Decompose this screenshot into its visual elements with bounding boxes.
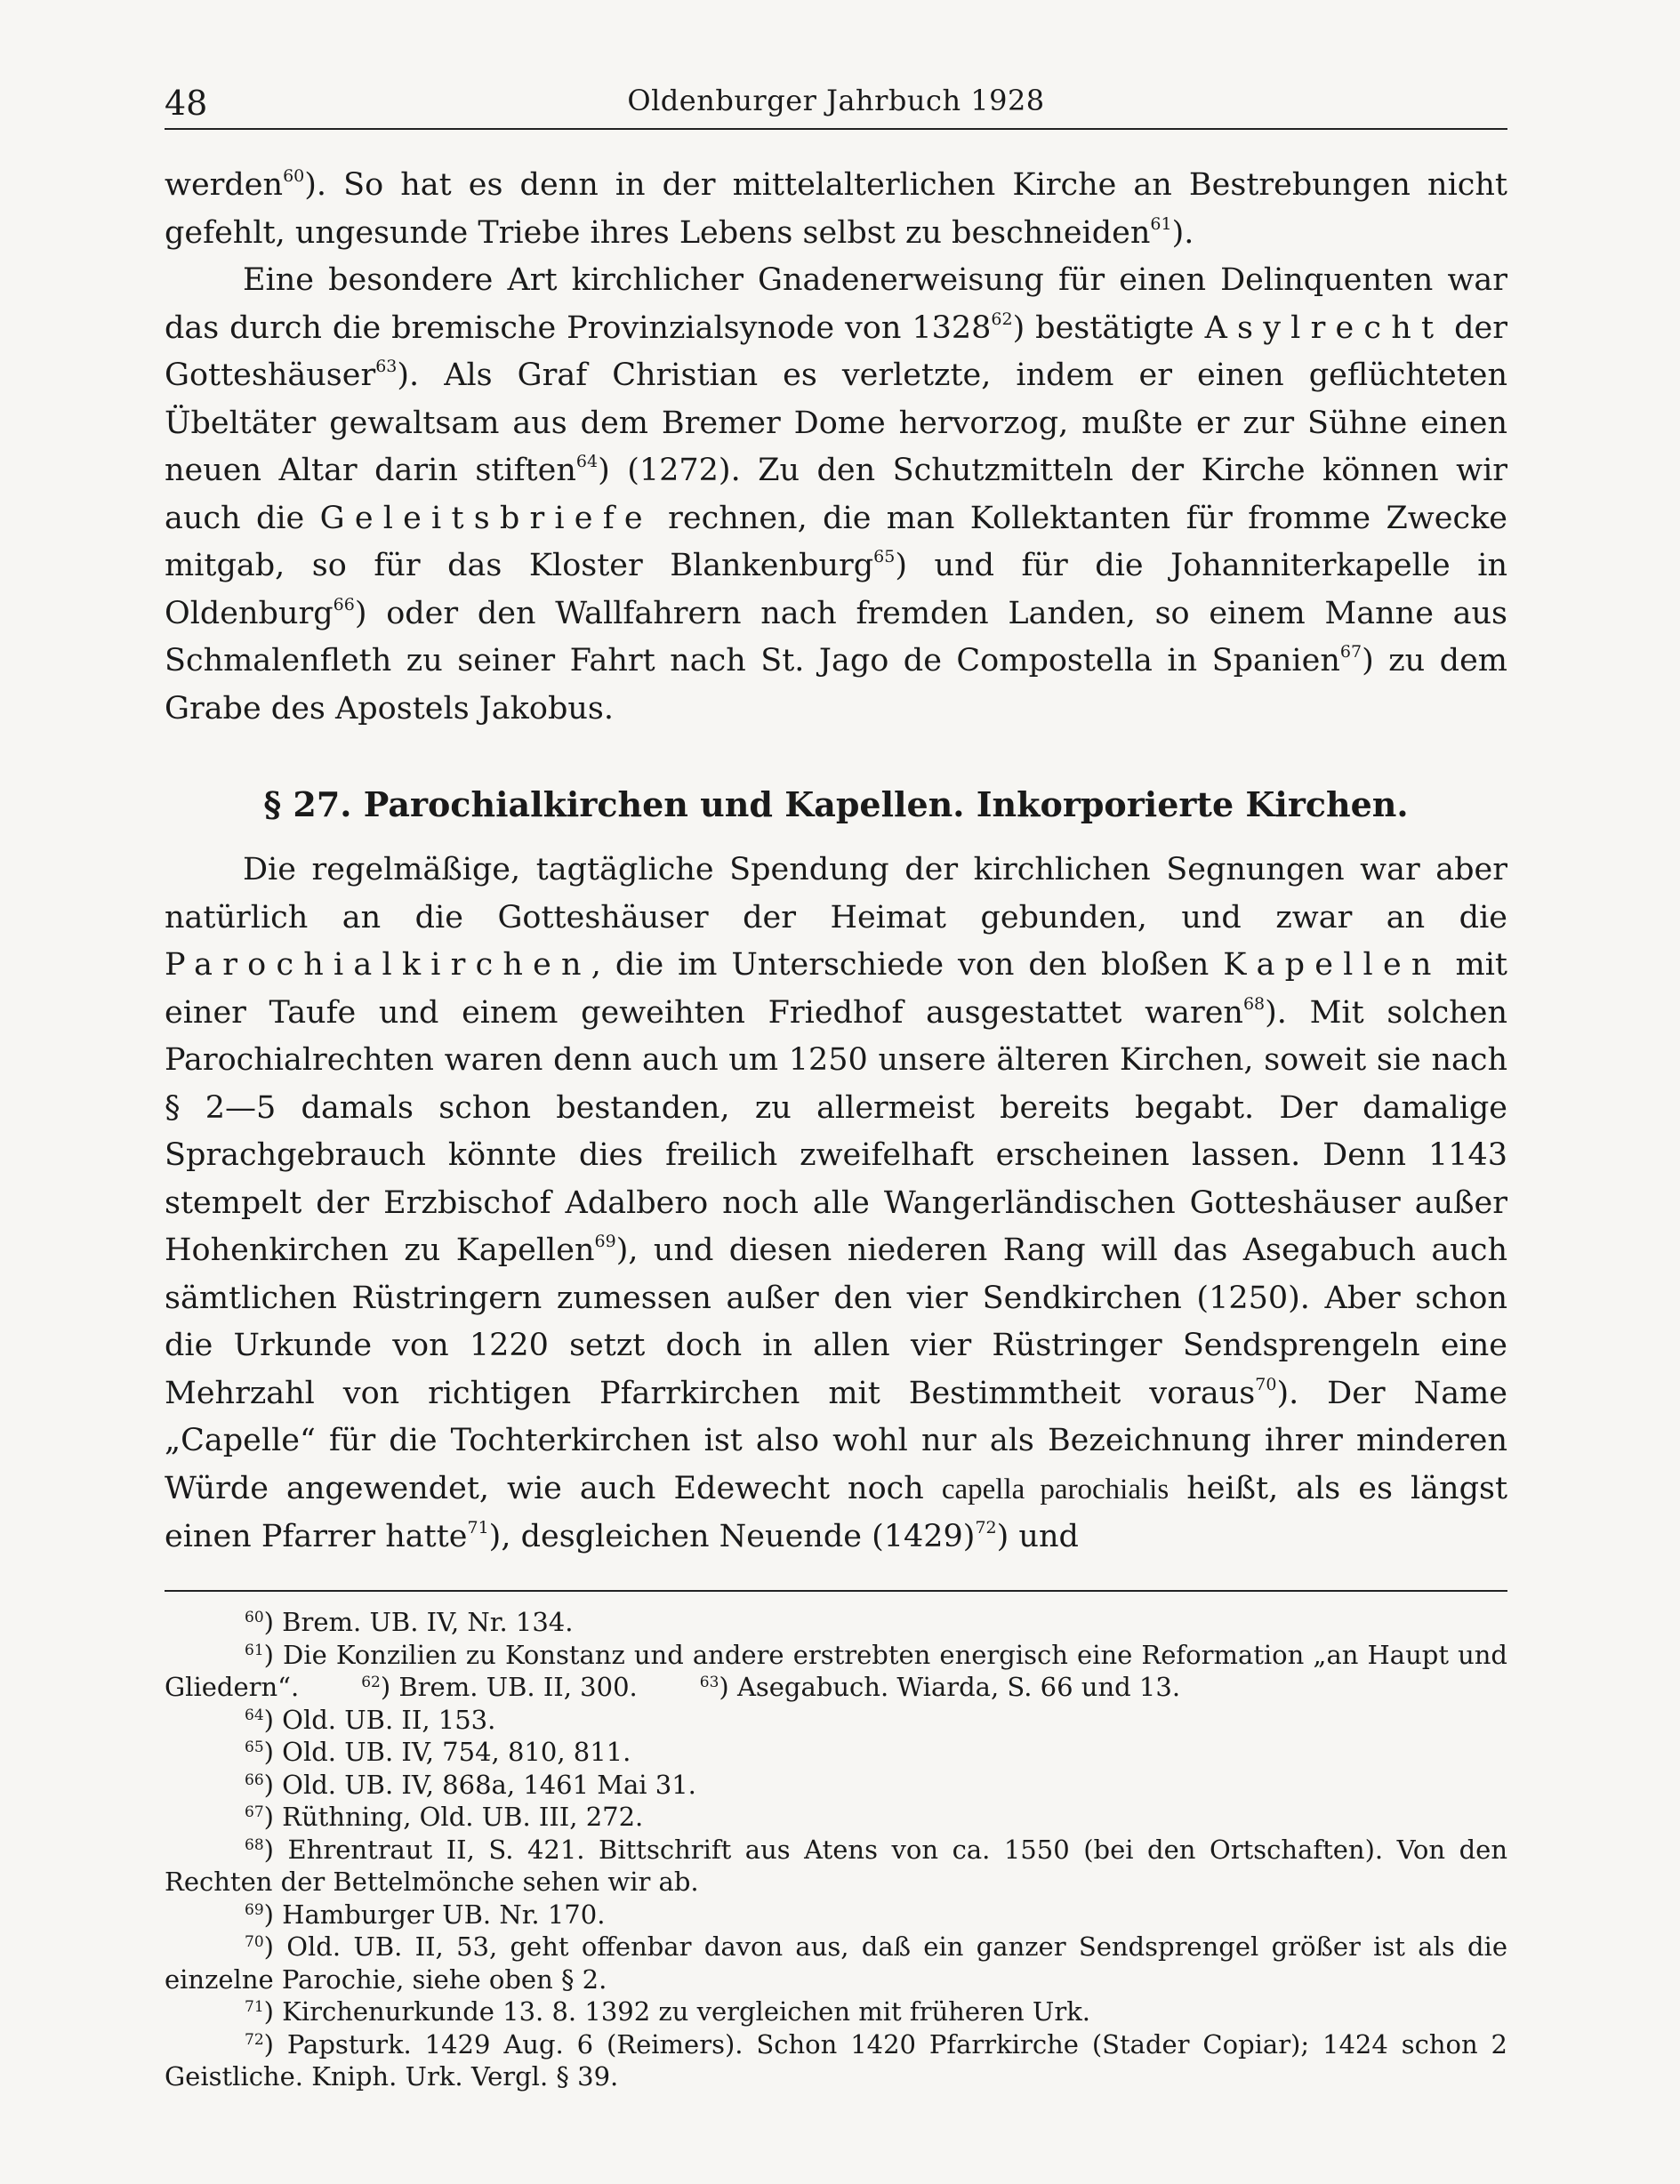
footnote-ref: 63 [375, 357, 398, 376]
footnote: $^{60}$) Brem. UB. IV, Nr. 134. [245, 1607, 574, 1637]
footnote: $^{61}$) Die Konzilien zu Konstanz und andere erstrebten energisch eine Reformation „an Haupt und Gliedern“. $^{62}$) Brem. UB. II, 300. $^{63}$) Asegabuch. Wiarda, S. 66 und 13. [165, 1639, 1507, 1702]
footnote: $^{67}$) Rüthning, Old. UB. III, 272. [245, 1802, 644, 1832]
running-title: Oldenburger Jahrbuch 1928 [627, 84, 1045, 117]
footnote: $^{71}$) Kirchenurkunde 13. 8. 1392 zu vergleichen mit früheren Urk. [245, 1996, 1090, 2027]
footnote-ref: 70 [1255, 1374, 1277, 1394]
footnote-ref: 71 [467, 1518, 489, 1538]
page-header [165, 78, 1507, 130]
footnote-ref: 67 [1339, 642, 1362, 662]
footnote-ref: 66 [333, 594, 355, 614]
footnote-ref: 65 [873, 547, 896, 566]
footnote-ref: 64 [575, 452, 599, 471]
footnote: $^{65}$) Old. UB. IV, 754, 810, 811. [245, 1737, 631, 1767]
footnote-ref: 61 [1150, 213, 1172, 234]
footnote-ref: 69 [594, 1232, 616, 1251]
footnote-ref: 72 [975, 1518, 997, 1538]
emphasis-term: Geleitsbriefe [319, 500, 653, 536]
emphasis-term: Kapellen [1223, 947, 1442, 983]
footnotes [165, 1590, 1507, 2093]
page-number: 48 [165, 84, 208, 123]
footnote: $^{68}$) Ehrentraut II, S. 421. Bittschrift aus Atens von ca. 1550 (bei den Ortschaften). Von den Rechten der Bettelmönche sehen wir ab. [165, 1834, 1507, 1897]
footnote: $^{72}$) Papsturk. 1429 Aug. 6 (Reimers). Schon 1420 Pfarrkirche (Stader Copiar); 1424 schon 2 Geistliche. Kniph. Urk. Vergl. § 39. [165, 2028, 1507, 2092]
footnote-ref: 60 [283, 166, 305, 186]
emphasis-term: Parochialkirchen [165, 947, 591, 983]
footnote: $^{64}$) Old. UB. II, 153. [245, 1704, 496, 1735]
paragraph-continuation: werden$^{60}$). So hat es denn in der mittelalterlichen Kirche an Bestrebungen nicht gefehlt, ungesunde Triebe ihres Lebens selbst zu beschneiden$^{61}$). [165, 166, 1507, 251]
paragraph-asylrecht: Eine besondere Art kirchlicher Gnadenerweisung für einen Delinquenten war das durch die bremische Provinzialsynode von 1328$^{62}$) bestätigte Asylrecht der Gotteshäuser$^{63}$). Als Graf Christian es verletzte, indem er einen geflüchteten Übeltäter gewaltsam aus dem Bremer Dome hervorzog, mußte er zur Sühne einen neuen Altar darin stiften$^{64}$) (1272). Zu den Schutzmitteln der Kirche können wir auch die Geleitsbriefe rechnen, die man Kollektanten für fromme Zwecke mitgab, so für das Kloster Blankenburg$^{65}$) und für die Johanniterkapelle in Oldenburg$^{66}$) oder den Wallfahrern nach fremden Landen, so einem Manne aus Schmalenfleth zu seiner Fahrt nach St. Jago de Compostella in Spanien$^{67}$) zu dem Grabe des Apostels Jakobus. [165, 262, 1508, 727]
footnote: $^{70}$) Old. UB. II, 53, geht offenbar davon aus, daß ein ganzer Sendsprengel größer ist als die einzelne Parochie, siehe oben § 2. [165, 1931, 1507, 1995]
paragraph-parochialkirchen: Die regelmäßige, tagtägliche Spendung der kirchlichen Segnungen war aber natürlich an die Gotteshäuser der Heimat gebunden, und zwar an die Parochialkirchen, die im Unterschiede von den bloßen Kapellen mit einer Taufe und einem geweihten Friedhof ausgestattet waren$^{68}$). Mit solchen Parochialrechten waren denn auch um 1250 unsere älteren Kirchen, soweit sie nach § 2—5 damals schon bestanden, zu allermeist bereits begabt. Der damalige Sprachgebrauch könnte dies freilich zweifelhaft erscheinen lassen. Denn 1143 stempelt der Erzbischof Adalbero noch alle Wangerländischen Gotteshäuser außer Hohenkirchen zu Kapellen$^{69}$), und diesen niederen Rang will das Asegabuch auch sämtlichen Rüstringern zumessen außer den vier Sendkirchen (1250). Aber schon die Urkunde von 1220 setzt doch in allen vier Rüstringer Sendsprengeln eine Mehrzahl von richtigen Pfarrkirchen mit Bestimmtheit voraus$^{70}$). Der Name „Capelle“ für die Tochterkirchen ist also wohl nur als Bezeichnung ihrer minderen Würde angewendet, wie auch Edewecht noch capella parochialis heißt, als es längst einen Pfarrer hatte$^{71}$), desgleichen Neuende $(1429)^{72}$) und [165, 852, 1508, 1554]
footnote: $^{66}$) Old. UB. IV, 868a, 1461 Mai 31. [245, 1769, 696, 1800]
footnote-ref: 62 [991, 309, 1013, 329]
emphasis-term: Asylrecht [1204, 309, 1444, 346]
section-heading: § 27. Parochialkirchen und Kapellen. Inkorporierte Kirchen. [263, 784, 1409, 824]
latin-phrase: capella parochialis [941, 1473, 1170, 1506]
main-text [165, 162, 1507, 1562]
footnote: $^{69}$) Hamburger UB. Nr. 170. [245, 1899, 606, 1930]
footnote-ref: 68 [1242, 993, 1266, 1014]
